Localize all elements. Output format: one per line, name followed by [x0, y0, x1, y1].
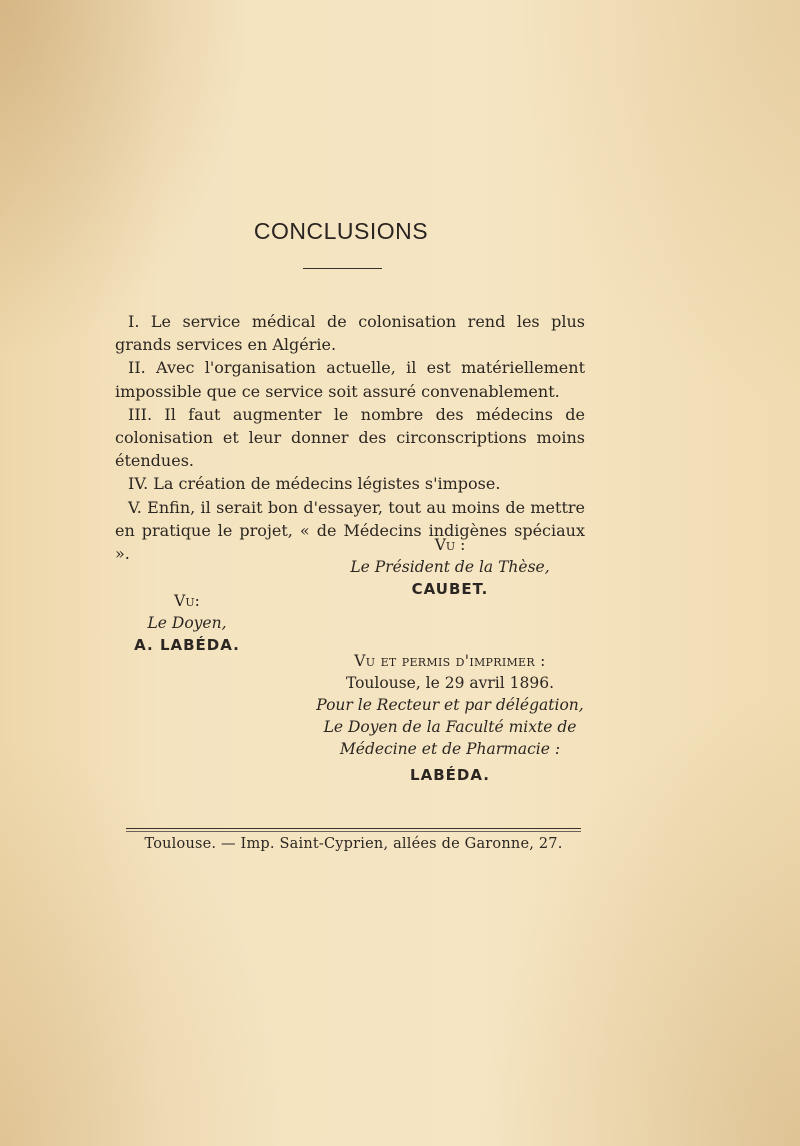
vu-president-block: [330, 534, 570, 600]
vu-doyen-label: Vu:: [174, 592, 200, 610]
permis-line-3: Médecine et de Pharmacie :: [339, 740, 561, 758]
vu-doyen-name: A. LABÉDA.: [134, 636, 240, 654]
vu-president-label: Vu :: [434, 536, 466, 554]
permis-line-1: Pour le Recteur et par délégation,: [316, 696, 584, 714]
imprint-footer: Toulouse. — Imp. Saint-Cyprien, allées de Garonne, 27.: [144, 836, 563, 852]
conclusion-item-1: I. Le service médical de colonisation rend les plus grands services en Algérie.: [115, 312, 585, 355]
vu-president-role: Le Président de la Thèse,: [350, 558, 550, 576]
conclusion-item-5: V. Enfin, il serait bon d'essayer, tout au moins de mettre en pratique le projet, « de Médecins indigènes spéciaux ».: [115, 497, 585, 564]
permis-name: LABÉDA.: [410, 766, 490, 784]
permis-imprimer-block: [300, 650, 600, 786]
footer-divider: [126, 828, 581, 829]
conclusion-item-3: III. Il faut augmenter le nombre des médecins de colonisation et leur donner des circonscriptions moins étendues.: [115, 404, 585, 471]
conclusion-item-4: IV. La création de médecins légistes s'impose.: [128, 474, 501, 494]
conclusions-list: [115, 310, 585, 565]
vu-doyen-block: [112, 590, 262, 656]
permis-label: Vu et permis d'imprimer :: [354, 652, 546, 670]
footer-divider-thin: [126, 831, 581, 832]
permis-line-2: Le Doyen de la Faculté mixte de: [323, 718, 577, 736]
permis-date: Toulouse, le 29 avril 1896.: [345, 674, 555, 692]
page-title: CONCLUSIONS: [253, 218, 429, 244]
vu-president-name: CAUBET.: [411, 580, 489, 598]
vu-doyen-role: Le Doyen,: [147, 614, 227, 632]
title-divider: [303, 268, 382, 269]
conclusion-item-2: II. Avec l'organisation actuelle, il est matériellement impossible que ce service soit assuré convenablement.: [115, 358, 585, 401]
